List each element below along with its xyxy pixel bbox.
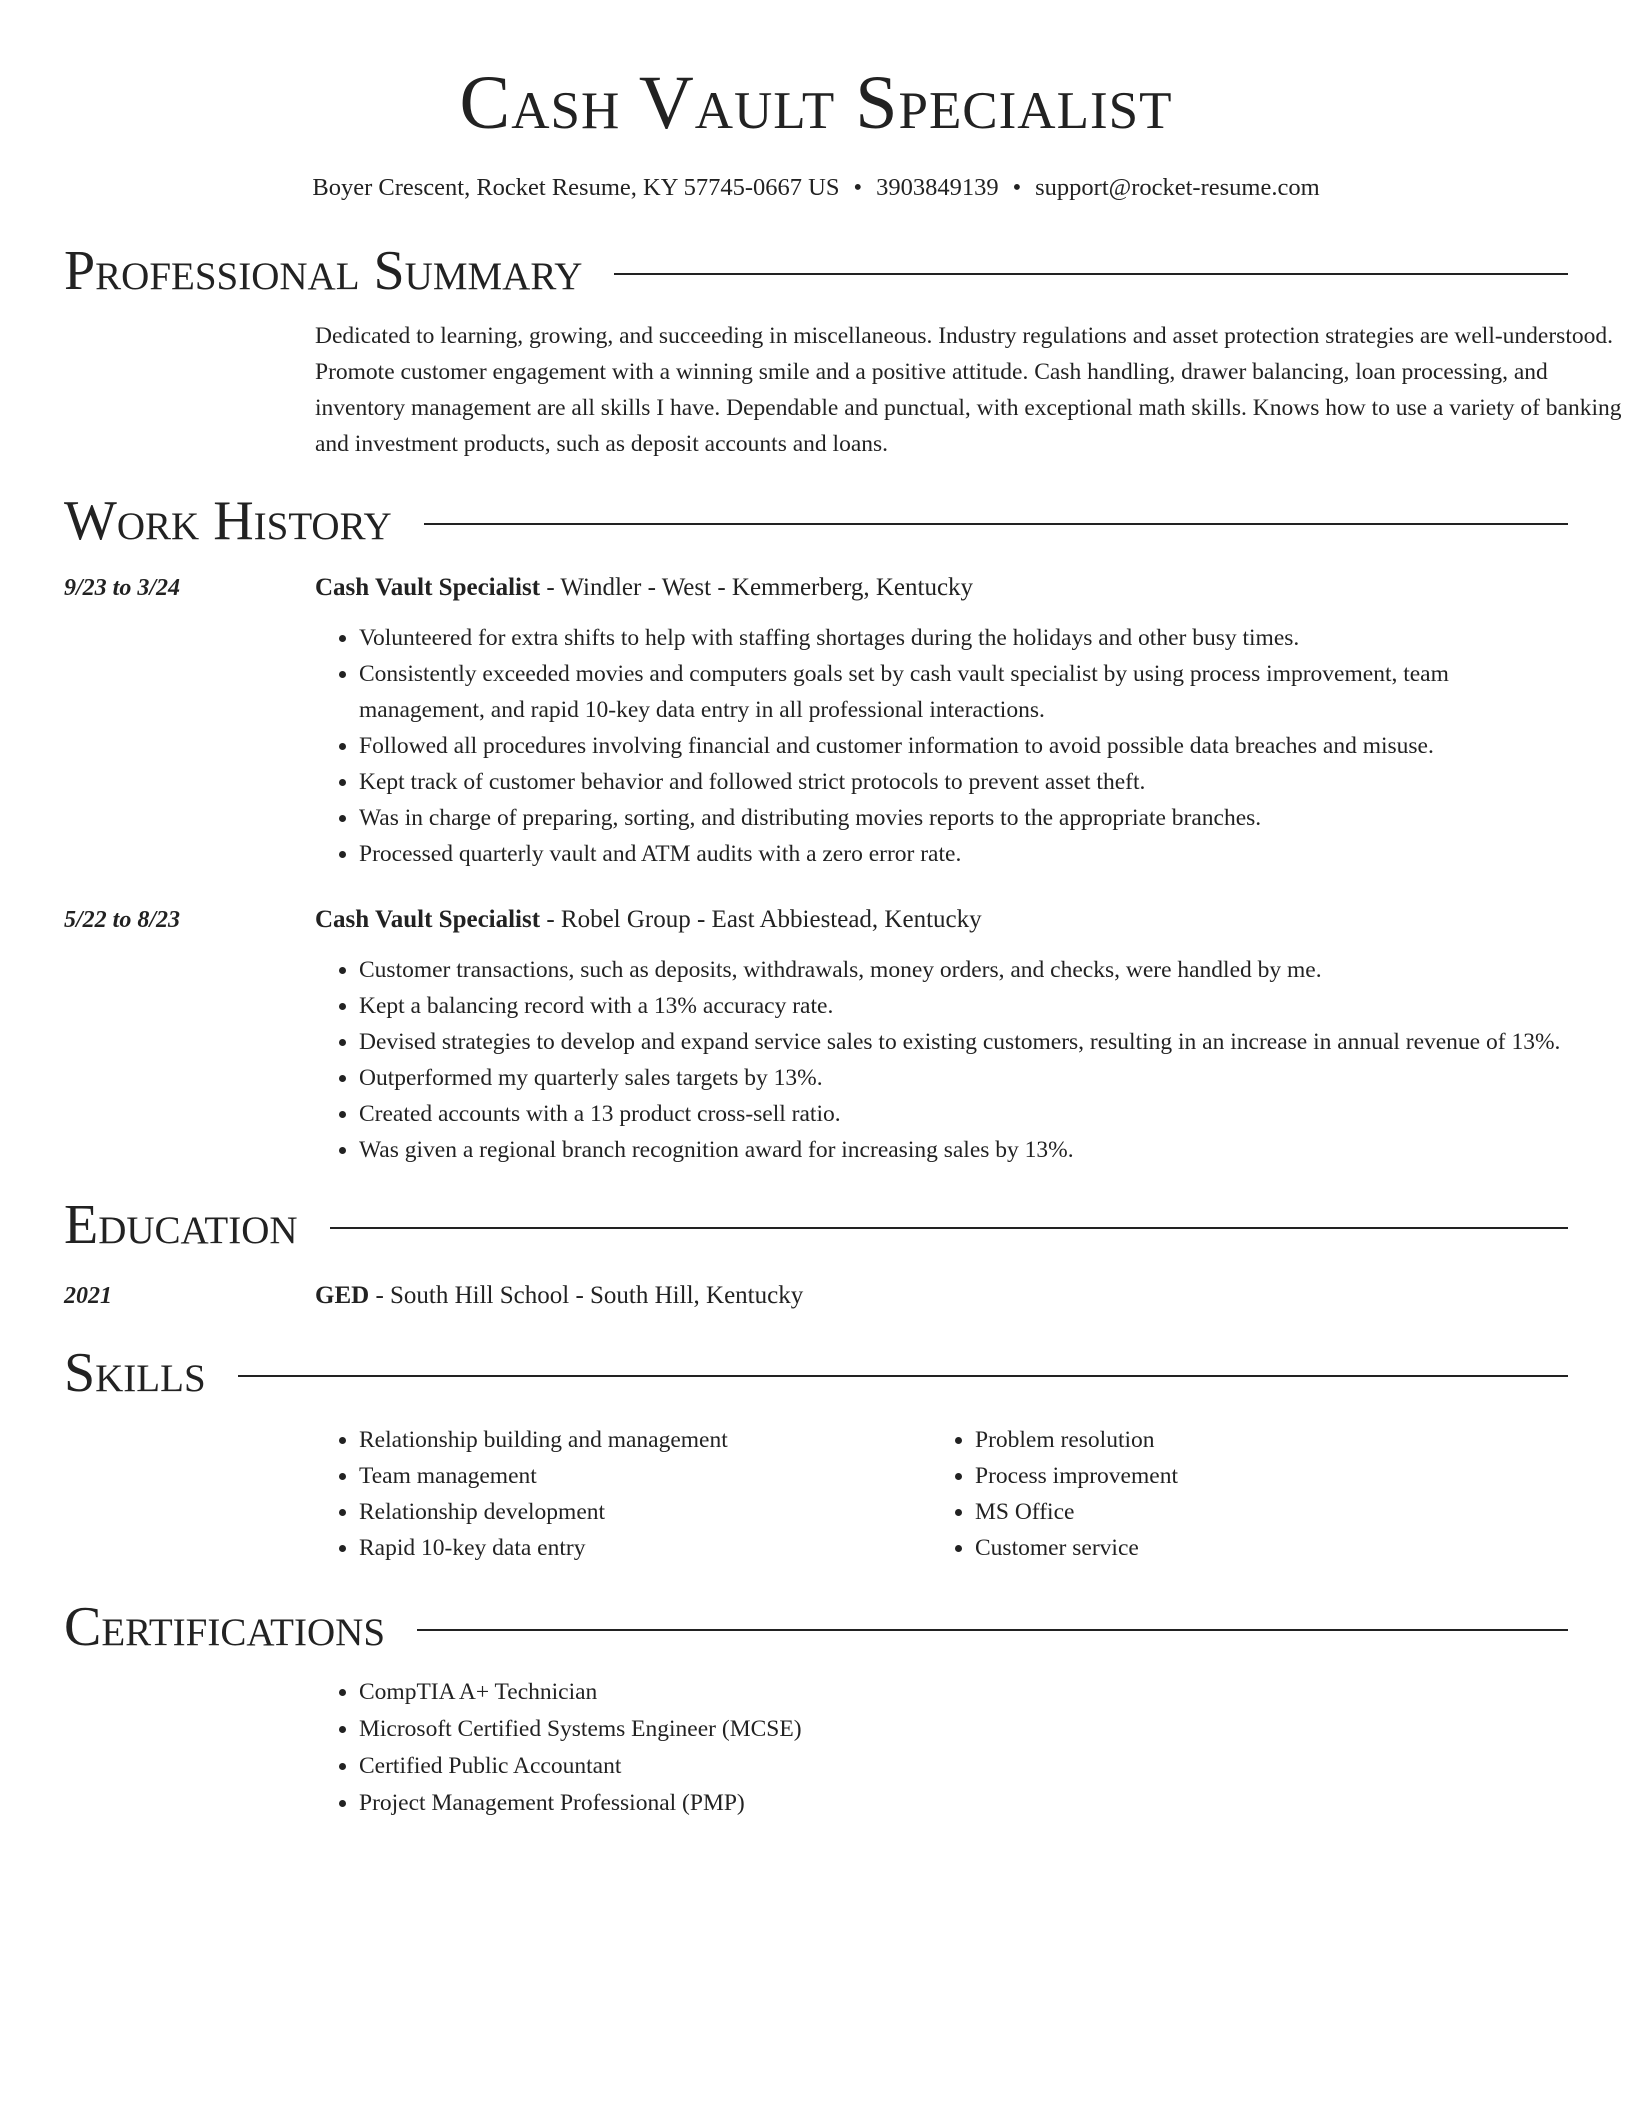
education-details: - South Hill School - South Hill, Kentucky bbox=[369, 1282, 804, 1309]
skill-item: • Relationship development bbox=[359, 1494, 931, 1530]
list-item: • Was given a regional branch recognition award for increasing sales by 13%. bbox=[359, 1132, 1568, 1168]
job-heading bbox=[315, 902, 1568, 938]
education-date: 2021 bbox=[64, 1283, 112, 1309]
contact-separator: • bbox=[1012, 174, 1022, 201]
skill-item: • MS Office bbox=[975, 1494, 1178, 1530]
list-item: • Customer transactions, such as deposits, withdrawals, money orders, and checks, were handled by me. bbox=[359, 952, 1568, 988]
education-section-title: Education bbox=[64, 1194, 298, 1256]
education-entry bbox=[64, 1278, 1568, 1314]
skill-item: • Problem resolution bbox=[975, 1422, 1178, 1458]
section-divider bbox=[238, 1375, 1568, 1377]
list-item: • Volunteered for extra shifts to help with staffing shortages during the holidays and other busy times. bbox=[359, 620, 1568, 656]
list-item: • Was in charge of preparing, sorting, and distributing movies reports to the appropriate branches. bbox=[359, 800, 1568, 836]
section-divider bbox=[424, 523, 1568, 525]
skill-item: • Process improvement bbox=[975, 1458, 1178, 1494]
list-item: • Outperformed my quarterly sales targets by 13%. bbox=[359, 1060, 1568, 1096]
certifications-items bbox=[315, 1674, 1568, 1822]
list-item: • Kept track of customer behavior and followed strict protocols to prevent asset theft. bbox=[359, 764, 1568, 800]
job-details: - Robel Group - East Abbiestead, Kentucky bbox=[540, 906, 982, 933]
work-section-title: Work History bbox=[64, 490, 392, 552]
job-heading bbox=[315, 570, 1568, 606]
list-item: • Devised strategies to develop and expand service sales to existing customers, resulting in an increase in annual revenue of 13%. bbox=[359, 1024, 1568, 1060]
list-item: • Created accounts with a 13 product cross-sell ratio. bbox=[359, 1096, 1568, 1132]
certifications-section-title: Certifications bbox=[64, 1596, 386, 1658]
summary-text: Dedicated to learning, growing, and succeeding in miscellaneous. Industry regulations and asset protection strategies are well-understood. Promote customer engagement with a winning smile and a positive attitude. Cash handling, drawer balancing, loan processing, and inventory management are all skills I have. Dependable and punctual, with exceptional math skills. Knows how to use a variety of banking and investment products, such as deposit accounts and loans. bbox=[315, 323, 1622, 457]
job-date: 9/23 to 3/24 bbox=[64, 575, 181, 601]
certification-item: • Certified Public Accountant bbox=[359, 1748, 1568, 1785]
job-main bbox=[315, 902, 1568, 1168]
skill-item: • Customer service bbox=[975, 1530, 1178, 1566]
certifications-list bbox=[315, 1674, 1568, 1822]
contact-email: support@rocket-resume.com bbox=[1035, 174, 1320, 201]
skills-list bbox=[315, 1422, 1568, 1566]
job-bullets bbox=[315, 620, 1568, 872]
work-section-header bbox=[64, 488, 1568, 554]
skills-section-title: Skills bbox=[64, 1342, 206, 1404]
education-heading bbox=[315, 1278, 803, 1314]
certification-item: • Project Management Professional (PMP) bbox=[359, 1785, 1568, 1822]
certification-item: • CompTIA A+ Technician bbox=[359, 1674, 1568, 1711]
skill-item: • Relationship building and management bbox=[359, 1422, 931, 1458]
contact-phone: 3903849139 bbox=[876, 174, 999, 201]
skill-item: • Team management bbox=[359, 1458, 931, 1494]
education-degree: GED bbox=[315, 1282, 370, 1309]
contact-separator: • bbox=[853, 174, 863, 201]
certifications-section-header bbox=[64, 1594, 1568, 1660]
list-item: • Followed all procedures involving financial and customer information to avoid possible data breaches and misuse. bbox=[359, 728, 1568, 764]
job-main bbox=[315, 570, 1568, 872]
job-details: - Windler - West - Kemmerberg, Kentucky bbox=[540, 574, 974, 601]
list-item: • Consistently exceeded movies and computers goals set by cash vault specialist by using process improvement, team management, and rapid 10-key data entry in all professional interactions. bbox=[359, 656, 1568, 728]
summary-section-title: Professional Summary bbox=[64, 240, 583, 302]
skills-section-header bbox=[64, 1340, 1568, 1406]
section-divider bbox=[330, 1227, 1568, 1229]
section-divider bbox=[614, 273, 1568, 275]
skills-column-2 bbox=[931, 1422, 1178, 1566]
skills-column-1 bbox=[315, 1422, 931, 1566]
summary-section-header bbox=[64, 238, 1568, 304]
list-item: • Kept a balancing record with a 13% accuracy rate. bbox=[359, 988, 1568, 1024]
job-bullets bbox=[315, 952, 1568, 1168]
education-section-header bbox=[64, 1192, 1568, 1258]
section-divider bbox=[417, 1629, 1568, 1631]
contact-address: Boyer Crescent, Rocket Resume, KY 57745-0667 US bbox=[312, 174, 840, 201]
job-entry bbox=[64, 570, 1568, 872]
resume-name: Cash Vault Specialist bbox=[459, 61, 1173, 145]
contact-line bbox=[64, 172, 1568, 204]
job-date: 5/22 to 8/23 bbox=[64, 907, 181, 933]
job-role: Cash Vault Specialist bbox=[315, 574, 541, 601]
skill-item: • Rapid 10-key data entry bbox=[359, 1530, 931, 1566]
job-entry bbox=[64, 902, 1568, 1168]
list-item: • Processed quarterly vault and ATM audits with a zero error rate. bbox=[359, 836, 1568, 872]
certification-item: • Microsoft Certified Systems Engineer (MCSE) bbox=[359, 1711, 1568, 1748]
job-role: Cash Vault Specialist bbox=[315, 906, 541, 933]
